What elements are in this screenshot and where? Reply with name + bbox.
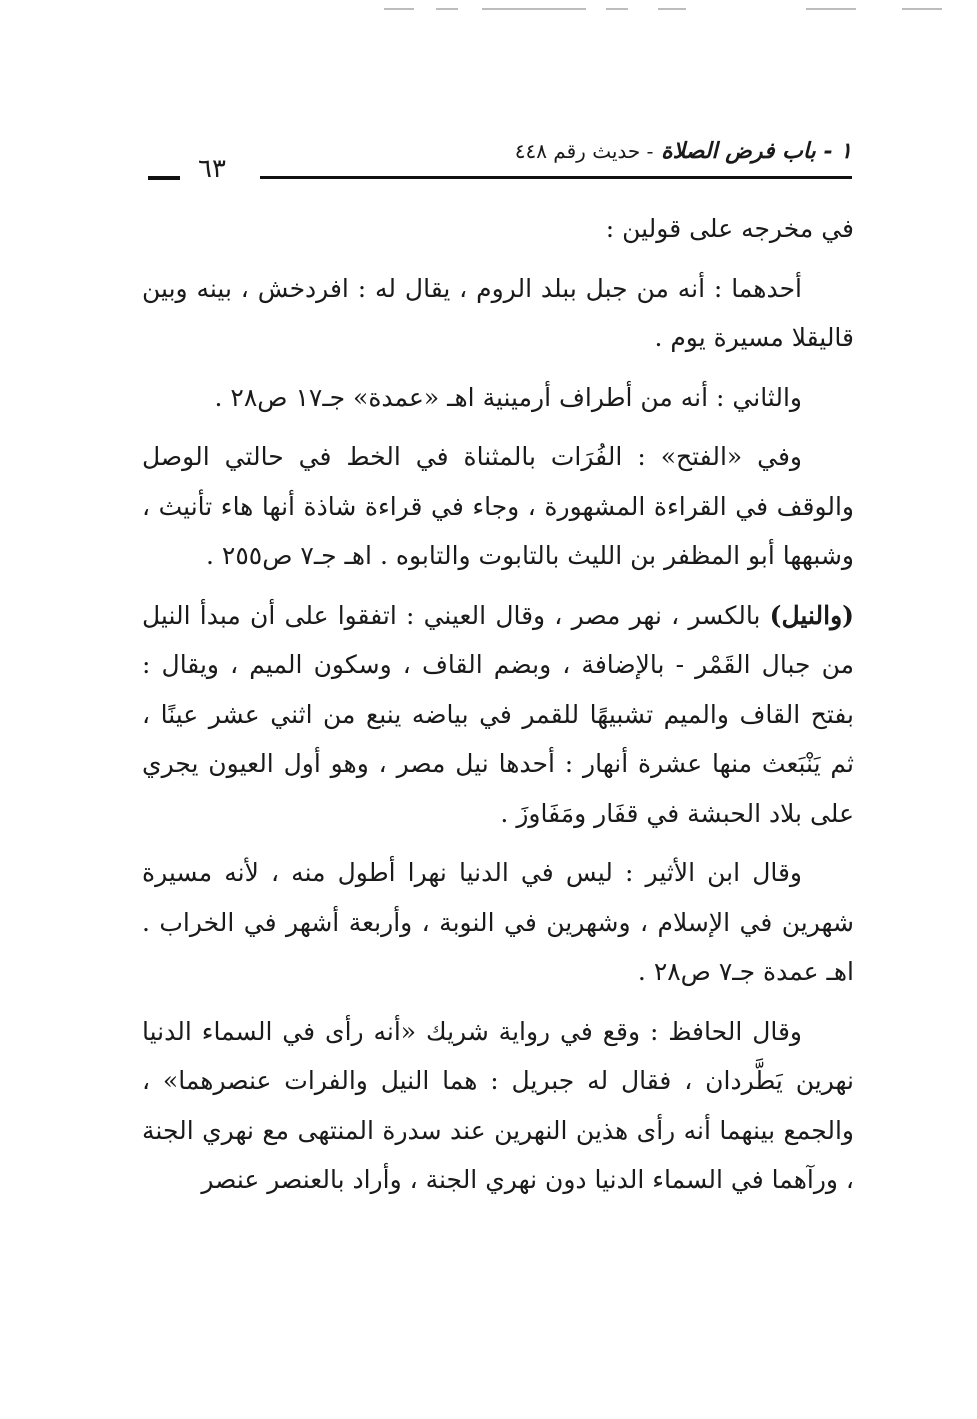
- paragraph-text: وقال الحافظ : وقع في رواية شريك «أنه رأى في السماء الدنيا نهرين يَطَّردان ، فقال له جبريل : هما النيل والفرات عنصرهما» ، والجمع بينهما أنه رأى هذين النهرين عند سدرة المنتهى مع نهري الجنة ، ورآهما في السماء الدنيا دون نهري الجنة ، وأراد بالعنصر عنصر: [142, 1016, 854, 1194]
- paragraph: [142, 204, 854, 254]
- paragraph: [142, 373, 854, 423]
- body-text: [142, 204, 854, 1215]
- scan-mark: [606, 8, 628, 10]
- running-title: [515, 138, 852, 164]
- paragraph-text: أحدهما : أنه من جبل ببلد الروم ، يقال له : افردخش ، بينه وبين قاليقلا مسيرة يوم .: [142, 273, 854, 352]
- chapter-title: ١ - باب فرض الصلاة: [661, 138, 852, 164]
- paragraph-lead: (والنيل): [769, 600, 854, 630]
- paragraph: [142, 591, 854, 839]
- scan-mark: [384, 8, 414, 10]
- hadith-number: - حديث رقم ٤٤٨: [514, 139, 654, 163]
- paragraph-text: بالكسر ، نهر مصر ، وقال العيني : اتفقوا على أن مبدأ النيل من جبال القَمْر - بالإضافة ، وبضم القاف ، وسكون الميم ، ويقال : بفتح القاف والميم تشبيهًا للقمر في بياضه ينبع من اثني عشر عينًا ، ثم يَنْبَعث منها عشرة أنهار : أحدها نيل مصر ، وهو أول العيون يجري على بلاد الحبشة في قفَار ومَفَاوزَ .: [142, 600, 854, 828]
- paragraph: [142, 848, 854, 997]
- paragraph-text: وفي «الفتح» : الفُرَات بالمثناة في الخط في حالتي الوصل والوقف في القراءة المشهورة ، وجاء في قراءة شاذة أنها هاء تأنيث ، وشبهها أبو المظفر بن الليث بالتابوت والتابوه . اهـ جـ٧ ص٢٥٥ .: [142, 442, 854, 570]
- paragraph: [142, 1007, 854, 1205]
- scan-mark: [806, 8, 856, 10]
- paragraph: [142, 432, 854, 581]
- paragraph: [142, 264, 854, 363]
- page-number: ٦٣: [198, 154, 226, 184]
- scan-mark: [436, 8, 458, 10]
- paragraph-text: في مخرجه على قولين :: [605, 214, 854, 243]
- scan-mark: [658, 8, 686, 10]
- header-rule: [260, 176, 852, 179]
- page-header: [140, 138, 852, 186]
- scan-mark: [902, 8, 942, 10]
- scan-mark: [482, 8, 586, 10]
- page-number-dash: [148, 176, 180, 180]
- paragraph-text: وقال ابن الأثير : ليس في الدنيا نهرا أطول منه ، لأنه مسيرة شهرين في الإسلام ، وشهرين في النوبة ، وأربعة أشهر في الخراب . اهـ عمدة جـ٧ ص٢٨ .: [142, 858, 854, 986]
- paragraph-text: والثاني : أنه من أطراف أرمينية اهـ «عمدة» جـ١٧ ص٢٨ .: [214, 382, 802, 412]
